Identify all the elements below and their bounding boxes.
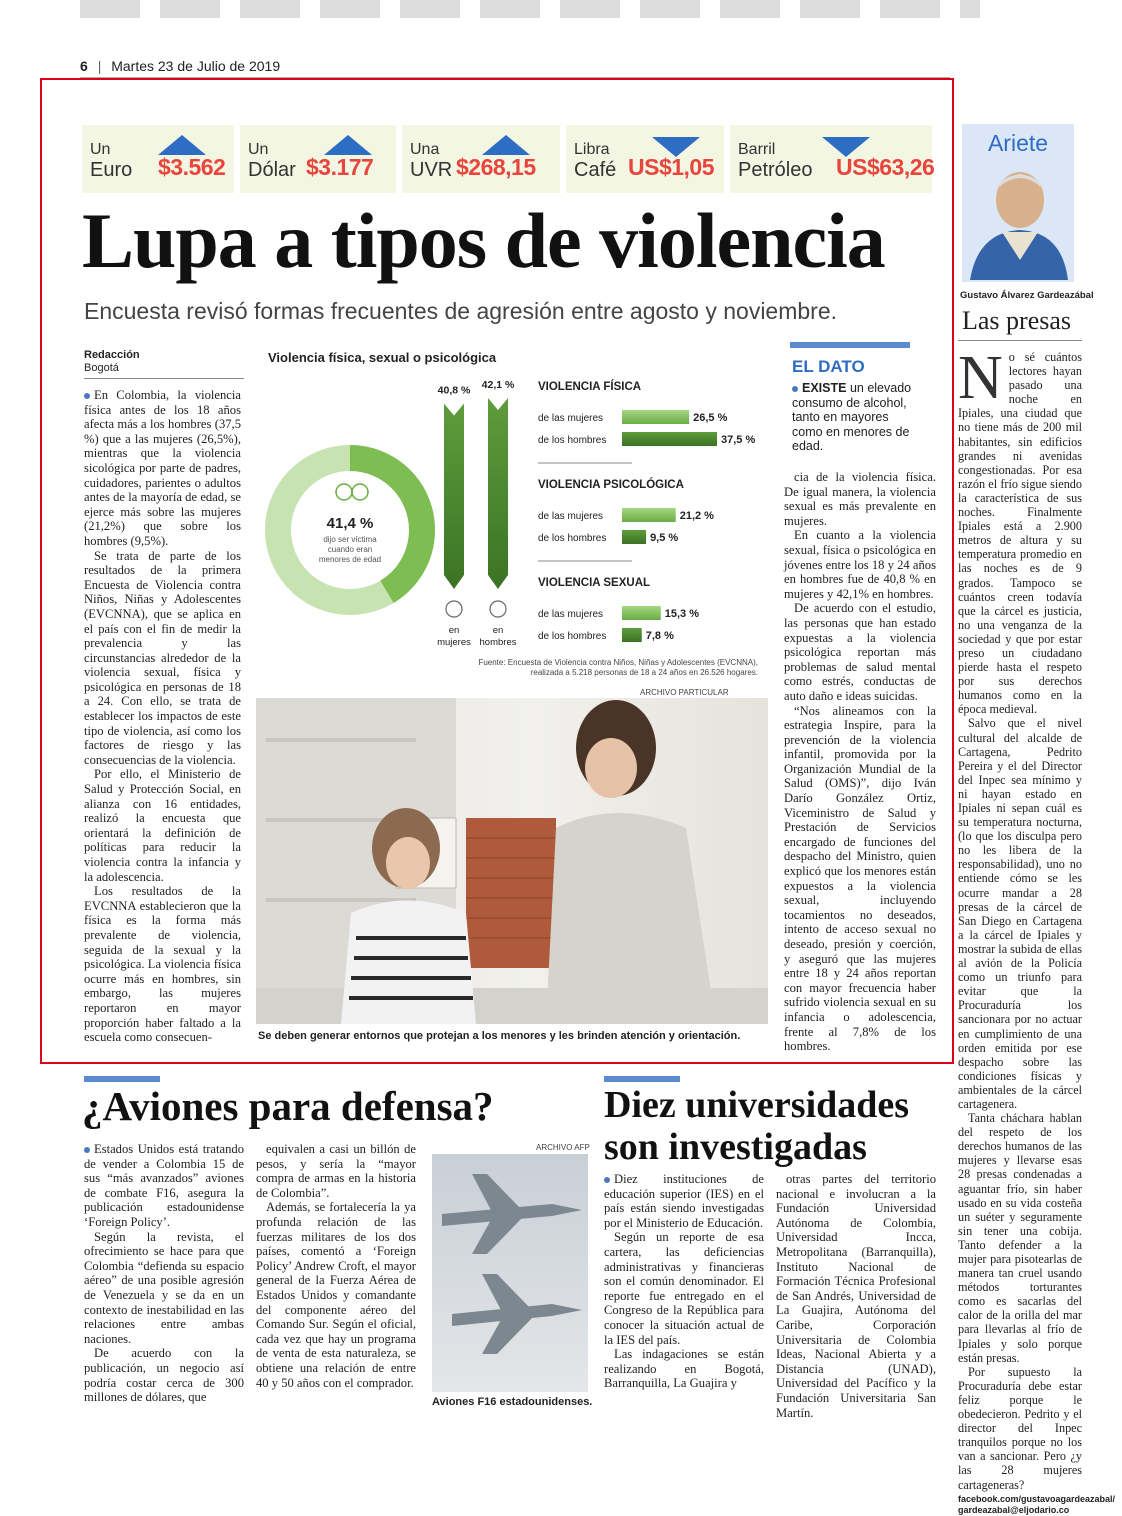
vertical-bar [488,398,508,589]
bar [622,628,642,642]
arrow-up-icon [158,135,206,155]
bar-value: 37,5 % [721,434,756,446]
ariete-title: Ariete [987,130,1049,156]
dato-text [792,381,917,454]
bullet-icon [604,1177,610,1183]
paragraph: De acuerdo con el estudio, las personas que han estado expuestas a la violencia psicológica reportan más problemas de salud mental como estrés, conductas de auto daño e ideas suicidas. [784,601,936,703]
drop-cap: N [958,344,1003,412]
chart-title: Violencia física, sexual o psicológica [268,350,497,365]
paragraph: Estados Unidos está tratando de vender a Colombia 15 de sus “más avanzados” aviones de combate F16, asegura la publicación estadounidense ‘Foreign Policy’. [84,1142,244,1229]
bar-value: 15,3 % [664,608,700,620]
bar-group-title: VIOLENCIA SEXUAL [538,577,651,589]
bar-value: 21,2 % [679,510,714,522]
paragraph: En Colombia, la violencia física antes de los 18 años afecta más a los hombres (37,5 %) que a las mujeres (26,5%), mientras que la violencia sicológica por parte de padres, cuidadores, parientes o adultos antes de la mayoría de edad, se ejerce más sobre las mujeres (21,2%) que sobre los hombres (9,5%). [84,388,241,548]
bar [622,508,676,522]
ticker-label-top: Una [410,141,440,158]
ariete-author: Gustavo Álvarez Gardeazábal [960,290,1094,301]
aviones-caption: Aviones F16 estadounidenses. [432,1396,593,1408]
dato-title: EL DATO [792,357,865,376]
ariete-box [962,124,1074,282]
paragraph: “Nos alineamos con la estrategia Inspire, para la prevención de la violencia infantil, promovida por la Organización Mundial de la Salud (OMS)”, dijo Iván Darío González Ortiz, Viceministro de Salud y Prestación de Servicios encargado de funciones del despacho del Ministro, quien explicó que los menores están expuestos a la violencia sexual, incluyendo tocamientos no deseados, intento de acceso sexual no deseado, presión y coerción, y aseguró que las mujeres entre 18 y 24 años reportan con mayor frecuencia haber sufrido violencia sexual en su infancia o adolescencia, frente al 7,8% de los hombres. [784,703,936,1054]
paragraph: Diez instituciones de educación superior (IES) en el país están siendo investigadas por el Ministerio de Educación. [604,1172,764,1230]
paragraph: No sé cuántos lectores hayan pasado una noche en Ipiales, una ciudad que no tiene más de 200 mil habitantes, sin edificios grandes ni avenidas congestionadas. Por esa razón el frío sigue siendo la característica de sus noches. Finalmente Ipiales está a 2.900 metros de altura y su temperatura promedio en las noches es de 9 grados. Tampoco se cuántos creen todavía que la cárcel es justicia, no una venganza de la sociedad y que por estar preso un ciudadano pierde hasta el respeto por sus derechos humanos como en la época medieval. [958,344,1082,717]
ticker-item [566,125,724,193]
vertical-bar-name: mujeres [437,637,471,648]
children-icon-2 [352,484,368,500]
paragraph: Además, se fortalecería la ya profunda relación de las fuerzas militares de los dos países, comentó a ‘Foreign Policy’ Andrew Croft, el mayor general de la Fuerza Aérea de Estados Unidos y comandante del componente aéreo del Comando Sur. Según el oficial, cada vez que hay un programa de venta de esta naturaleza, se obtiene una relación de entre 40 y 50 años con el comprador. [256,1200,416,1390]
ticker-label: UVR [410,159,453,181]
univ-column-2 [776,1172,936,1420]
cropped-header-strip [80,0,980,18]
arrow-up-icon [324,135,372,155]
univ-rule [604,1076,680,1082]
ticker-item [402,125,560,193]
columnist-portrait-icon [962,160,1074,280]
paragraph: Salvo que el nivel cultural del alcalde de Cartagena, Pedrito Pereira y el del Director del Inpec sea mínimo y ni hayan estado en Ipiales ni sepan cuál es su temperatura nocturna, (lo que los disculpa pero no les libera de la responsabilidad), uno no entiende cómo se les ocurre mandar a 28 presas de la cárcel de San Diego en Cartagena a la cárcel de Ipiales y mostrar la subida de ellas al avión de la Policía como un triunfo para evitar que la Procuraduría los sancionara por no actuar en cumplimiento de una orden emitida por ese despacho sobre las condiciones físicas y ambientales de la cárcel cartagenera. [958,716,1082,1111]
univ-headline-line1: Diez universidades [604,1084,910,1126]
bar-group-title: VIOLENCIA PSICOLÓGICA [538,479,684,491]
vertical-bar-name: en [448,625,460,636]
ticker-value: $268,15 [456,154,536,180]
paragraph: equivalen a casi un billón de pesos, y sería la “mayor compra de armas en la historia de Colombia”. [256,1142,416,1200]
ticker-label: Café [574,159,617,181]
person-icon [490,601,506,617]
donut-caption: dijo ser víctima [323,535,377,544]
ticker-item [82,125,234,193]
photo-illustration-icon [256,698,768,1024]
ticker-label-top: Libra [574,141,610,158]
aviones-column-2 [256,1142,416,1412]
violence-chart [252,360,772,690]
ariete-headline: Las presas [962,306,1072,335]
aviones-headline: ¿Aviones para defensa? [82,1083,494,1129]
paragraph: otras partes del territorio nacional e involucran a la Fundación Universidad Autónoma de Colombia, Universidad Incca, Metropolitana (Barranquilla), Instituto Nacional de Formación Técnica Profesional de San Andrés, Universidad de La Guajira, Autónoma del Caribe, Corporación Universitaria de Colombia Ideas, Nacional Abierta y a Distancia (UNAD), Universidad del Pacífico y la Fundación Universitaria San Martín. [776,1172,936,1420]
byline-author: Redacción [84,349,140,361]
paragraph: En cuanto a la violencia sexual, física o psicológica en jóvenes entre los 18 y 24 años en hombres fue de 40,8 % en mujeres y 42,1% en hombres. [784,528,936,601]
byline [84,349,140,375]
paragraph: Se trata de parte de los resultados de la primera Encuesta de Violencia contra Niños, Niñas y Adolescentes (EVCNNA), que se aplica en el país con el fin de medir la prevalencia y las circunstancias alrededor de la violencia sexual, física y psicológica en personas de 18 a 24. Con ello, se trata de establecer los impactos de este tipo de violencia, así como los factores de riesgo y las consecuencias de la violencia. [84,548,241,767]
bar [622,530,646,544]
ticker-label-top: Barril [738,141,776,158]
paragraph: De acuerdo con la publicación, un negocio así podría costar cerca de 300 millones de dólares, que [84,1346,244,1405]
bar-value: 7,8 % [645,630,674,642]
photo-credit: ARCHIVO PARTICULAR [640,688,729,697]
bar-group-title: VIOLENCIA FÍSICA [538,381,642,393]
paragraph: cia de la violencia física. De igual manera, la violencia sexual es más prevalente en mujeres. [784,470,936,528]
vertical-bar [444,403,464,589]
ticker-label-top: Un [90,141,111,158]
chart-source-line2: realizada a 5.218 personas de 18 a 24 años en 26.526 hogares. [530,668,758,677]
univ-headline [604,1084,909,1168]
bullet-icon [84,393,90,399]
ticker-item [240,125,396,193]
ariete-contact: facebook.com/gustavoagardeazabal/ gardeazabal@eljodario.co [958,1493,1116,1515]
paragraph: Por ello, el Ministerio de Salud y Protección Social, en alianza con 16 entidades, realizó la encuesta que orientará la definición de políticas para reducir la violencia contra la infancia y la adolescencia. [84,767,241,884]
main-headline: Lupa a tipos de violencia [82,197,885,284]
bar-category: de los hombres [538,631,607,642]
bar [622,410,689,424]
chart-source-line1: Fuente: Encuesta de Violencia contra Niños, Niñas y Adolescentes (EVCNNA), [478,658,758,667]
dato-body: un elevado consumo de alcohol, tanto en mayores como en menores de edad. [792,381,912,453]
vertical-bar-name: en [492,625,504,636]
vertical-bar-name: hombres [479,637,517,648]
chart-source [440,658,758,678]
person-icon [446,601,462,617]
paragraph: Según un reporte de esa cartera, las deficiencias administrativas y financieras son el común denominador. El reporte fue entregado en el Congreso de la República para conocer la situación actual de la IES del país. [604,1230,764,1347]
donut-caption: menores de edad [318,555,382,564]
main-subhead: Encuesta revisó formas frecuentes de agresión entre agosto y noviembre. [84,298,838,324]
paragraph: Las indagaciones se están realizando en Bogotá, Barranquilla, La Guajira y [604,1347,764,1391]
main-photo [256,698,768,1024]
page-header: 6 | Martes 23 de Julio de 2019 [80,58,281,74]
ariete-column [958,344,1116,1515]
page-date: Martes 23 de Julio de 2019 [111,58,281,74]
main-column-3 [784,470,936,1054]
aviones-photo-credit: ARCHIVO AFP [536,1143,590,1152]
ticker-value: US$63,26 [836,154,935,180]
main-column-1 [84,388,241,1048]
bar-category: de las mujeres [538,413,604,424]
ticker-label-top: Un [248,141,269,158]
paragraph: Los resultados de la EVCNNA establecieron que la física es la forma más prevalente de violencia, seguida de la sexual y la psicológica. La violencia física ocurre más en hombres, sin embargo, las mujeres reportaron en mayor proporción haber faltado a la escuela como consecuen- [84,884,241,1045]
bar [622,432,717,446]
dato-lead: EXISTE [802,381,847,395]
vertical-bar-label: 42,1 % [481,379,515,391]
ticker-value: $3.177 [306,154,374,180]
bullet-icon [84,1147,90,1153]
bullet-icon [792,386,798,392]
ticker-label: Dólar [248,159,296,181]
ticker-value: US$1,05 [628,154,715,180]
ticker-value: $3.562 [158,154,226,180]
ticker-label: Petróleo [738,159,813,181]
univ-column-1 [604,1172,764,1412]
children-icon [336,484,352,500]
byline-city: Bogotá [84,362,119,374]
bar [622,606,661,620]
bar-value: 9,5 % [650,532,679,544]
fighter-jet-icon [432,1154,588,1392]
paragraph: Tanta cháchara hablan del respeto de los derechos humanos de las mujeres y llevarse esas 28 presas condenadas a aguantar frío, sin haber usado en su vida costeña un suéter y seguramente sin tener una cobija. Tanto defender a la mujer para pisotearlas de manera tan cruel usando métodos torturantes como es sacarlas del calor de la orilla del mar para llevarlas al frío de Ipiales y solo porque están presas. [958,1111,1082,1365]
byline-rule [84,378,244,379]
aviones-column-1 [84,1142,244,1412]
donut-value: 41,4 % [326,515,374,532]
bar-category: de las mujeres [538,609,604,620]
paragraph: Según la revista, el ofrecimiento se hace para que Colombia “defienda su espacio aéreo” de una posible agresión de Venezuela y se da en un contexto de inestabilidad en las relaciones entre ambas naciones. [84,1229,244,1346]
arrow-up-icon [482,135,530,155]
dato-rule [790,342,910,348]
bar-category: de los hombres [538,533,607,544]
ticker-label: Euro [90,159,133,181]
vertical-bar-label: 40,8 % [437,384,471,397]
bar-category: de las mujeres [538,511,604,522]
page-number: 6 [80,58,88,74]
aviones-photo [432,1154,588,1392]
bar-value: 26,5 % [693,412,728,424]
ticker-item [730,125,935,193]
bar-category: de los hombres [538,435,607,446]
donut-caption: cuando eran [327,545,373,554]
ariete-rule [958,340,1082,341]
univ-headline-line2: son investigadas [604,1126,867,1168]
photo-caption: Se deben generar entornos que protejan a los menores y les brinden atención y orientación. [258,1030,741,1042]
paragraph: Por supuesto la Procuraduría debe estar feliz porque le obedecieron. Pedrito y el director del Inpec tranquilos porque no los van a sancionar. Pero ¿y las 28 mujeres cartageneras? [958,1364,1082,1492]
